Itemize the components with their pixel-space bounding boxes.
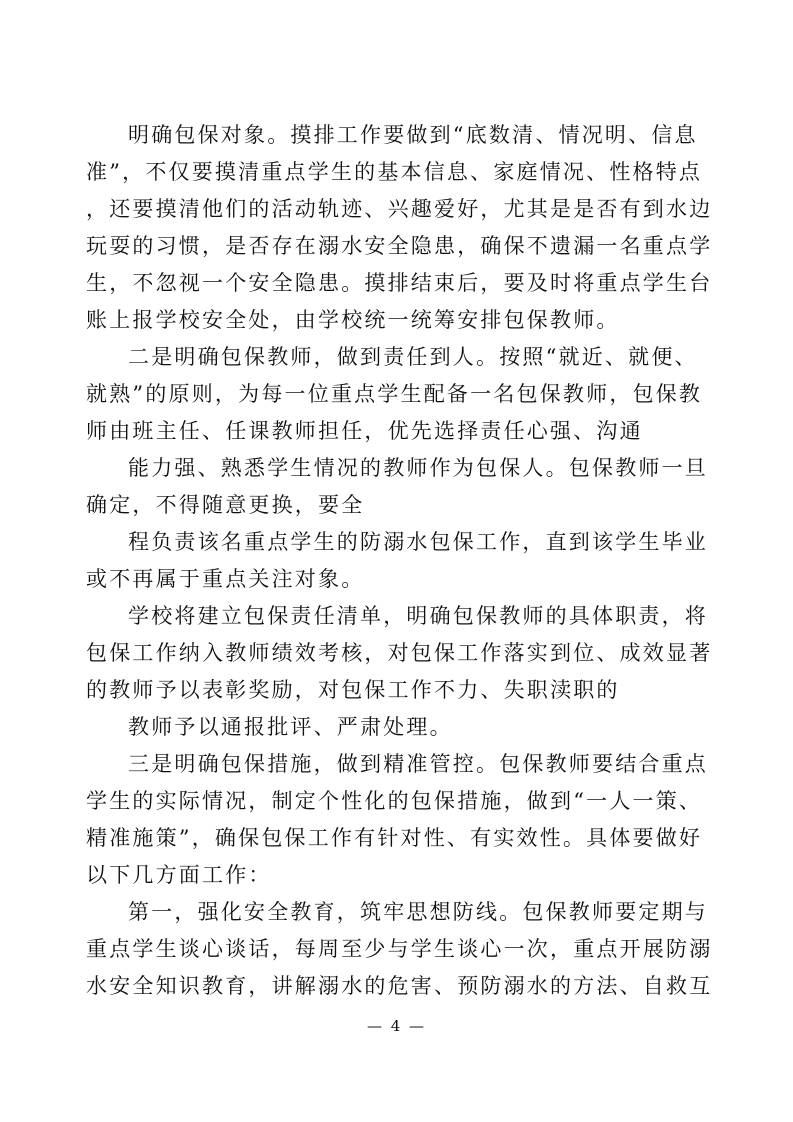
paragraph-line: 学校将建立包保责任清单，明确包保教师的具体职责，将: [128, 604, 708, 628]
paragraph-line: 能力强、熟悉学生情况的教师作为包保人。包保教师一旦: [128, 456, 708, 480]
paragraph-line: 程负责该名重点学生的防溺水包保工作，直到该学生毕业: [128, 530, 708, 554]
paragraph-line: 二是明确包保教师，做到责任到人。按照“就近、就便、: [128, 345, 698, 369]
paragraph-line: 水安全知识教育，讲解溺水的危害、预防溺水的方法、自救互: [86, 974, 713, 998]
paragraph-line: 精准施策”，确保包保工作有针对性、有实效性。具体要做好: [86, 826, 703, 850]
paragraph-line: 重点学生谈心谈话，每周至少与学生谈心一次，重点开展防溺: [86, 937, 713, 961]
paragraph-line: 师由班主任、任课教师担任，优先选择责任心强、沟通: [86, 419, 643, 443]
paragraph-line: 准”，不仅要摸清重点学生的基本信息、家庭情况、性格特点: [86, 160, 703, 184]
paragraph-line: 玩耍的习惯，是否存在溺水安全隐患，确保不遗漏一名重点学: [86, 234, 713, 258]
paragraph-line: 包保工作纳入教师绩效考核，对包保工作落实到位、成效显著: [86, 641, 713, 665]
paragraph-line: 账上报学校安全处，由学校统一统筹安排包保教师。: [86, 308, 620, 332]
page-number: — 4 —: [366, 1017, 427, 1035]
paragraph-line: 明确包保对象。摸排工作要做到“底数清、情况明、信息: [128, 123, 698, 147]
paragraph-line: 就熟”的原则，为每一位重点学生配备一名包保教师，包保教: [86, 382, 703, 406]
paragraph-line: 教师予以通报批评、严肃处理。: [128, 715, 453, 739]
paragraph-line: 学生的实际情况，制定个性化的包保措施，做到“一人一策、: [86, 789, 703, 813]
paragraph-line: 第一，强化安全教育，筑牢思想防线。包保教师要定期与: [128, 900, 708, 924]
paragraph-line: 或不再属于重点关注对象。: [86, 567, 365, 591]
paragraph-line: 确定，不得随意更换，要全: [86, 493, 365, 517]
paragraph-line: 生，不忽视一个安全隐患。摸排结束后，要及时将重点学生台: [86, 271, 713, 295]
paragraph-line: 三是明确包保措施，做到精准管控。包保教师要结合重点: [128, 752, 708, 776]
paragraph-line: ，还要摸清他们的活动轨迹、兴趣爱好，尤其是是否有到水边: [86, 197, 713, 221]
paragraph-line: 的教师予以表彰奖励，对包保工作不力、失职渎职的: [86, 678, 620, 702]
paragraph-line: 以下几方面工作：: [86, 863, 272, 887]
